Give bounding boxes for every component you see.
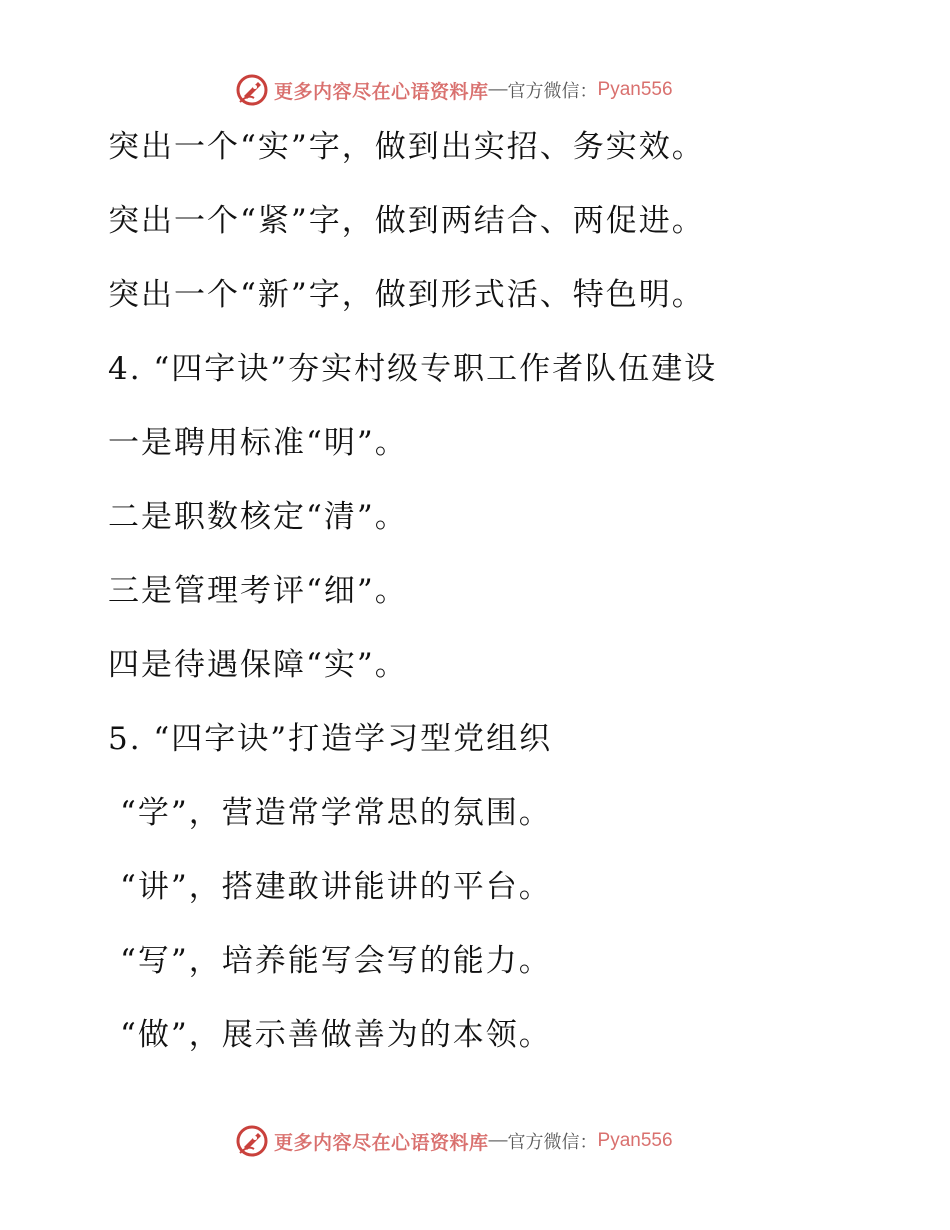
body-line: “讲”，搭建敢讲能讲的平台。 [120, 869, 552, 905]
body-line: “做”，展示善做善为的本领。 [120, 1017, 552, 1053]
pen-logo-icon [234, 1123, 270, 1159]
body-line: 突出一个“紧”字，做到两结合、两促进。 [108, 203, 705, 239]
header-site-text: 更多内容尽在心语资料库 [274, 80, 489, 103]
footer-watermark [234, 1121, 673, 1161]
section-heading-4: 4. “四字诀”夯实村级专职工作者队伍建设 [108, 351, 718, 387]
header-watermark [234, 70, 673, 110]
pen-logo-icon [234, 72, 270, 108]
body-line: “学”，营造常学常思的氛围。 [120, 795, 552, 831]
body-line: 突出一个“实”字，做到出实招、务实效。 [108, 129, 705, 165]
body-line: 一是聘用标准“明”。 [108, 425, 408, 461]
body-line: 四是待遇保障“实”。 [108, 647, 408, 683]
section-heading-5: 5. “四字诀”打造学习型党组织 [108, 721, 553, 757]
header-wechat-label: 官方微信： [507, 81, 598, 102]
footer-site-text: 更多内容尽在心语资料库 [274, 1131, 489, 1154]
header-wechat-id: Pyan556 [597, 79, 673, 100]
body-line: 突出一个“新”字，做到形式活、特色明。 [108, 277, 705, 313]
body-line: “写”，培养能写会写的能力。 [120, 943, 552, 979]
footer-separator: — [488, 1130, 508, 1151]
footer-wechat-id: Pyan556 [597, 1130, 673, 1151]
body-line: 三是管理考评“细”。 [108, 573, 408, 609]
document-body [108, 118, 908, 1080]
body-line: 二是职数核定“清”。 [108, 499, 408, 535]
footer-wechat-label: 官方微信： [507, 1132, 598, 1153]
header-separator: — [488, 79, 508, 100]
